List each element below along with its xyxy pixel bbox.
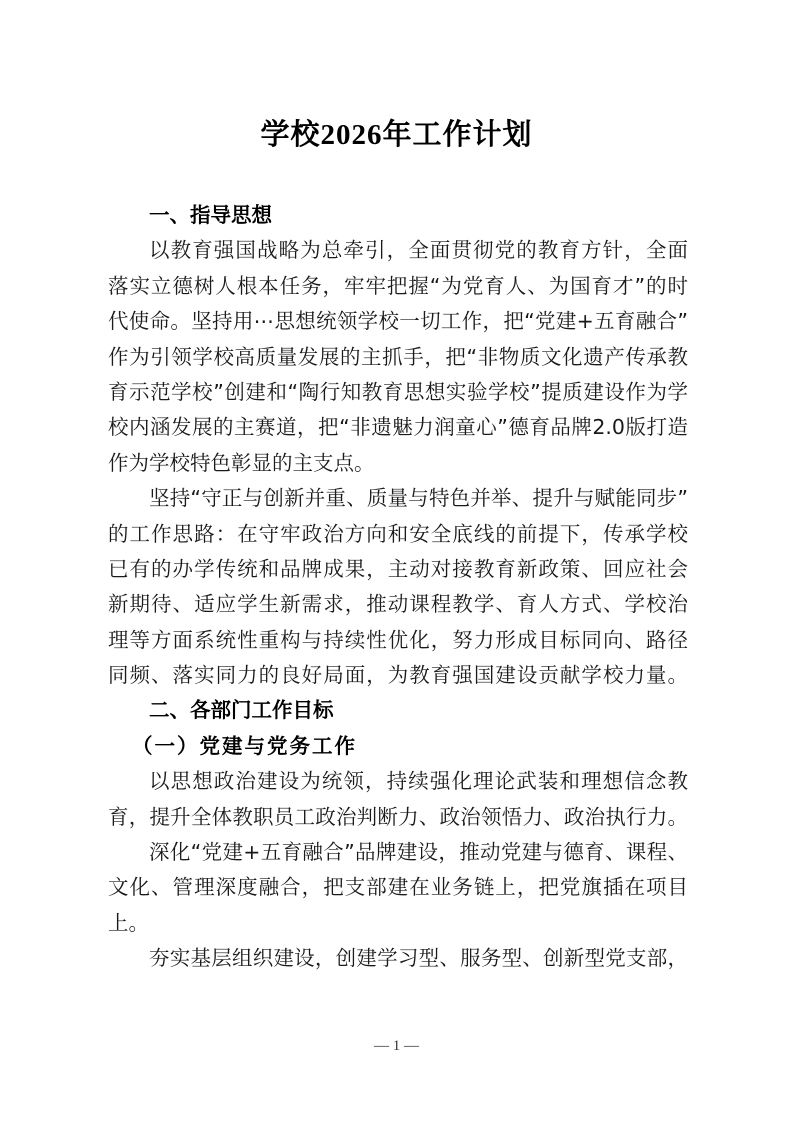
section-heading-department-goals: 二、各部门工作目标 [149,698,334,723]
document-title: 学校2026年工作计划 [260,119,533,151]
paragraph-guiding-2 [108,481,688,693]
text-line: 理等方面系统性重构与持续性优化，努力形成目标同向、路径 [108,627,688,652]
text-line: 已有的办学传统和品牌成果，主动对接教育新政策、回应社会 [108,556,688,581]
section-heading-guiding-ideology: 一、指导思想 [149,203,272,227]
text-line: 作为引领学校高质量发展的主抓手，把“非物质文化遗产传承教 [108,344,688,369]
text-line: 育，提升全体教职员工政治判断力、政治领悟力、政治执行力。 [108,804,688,829]
text-line: 校内涵发展的主赛道，把“非遗魅力润童心”德育品牌2.0版打造 [108,415,688,440]
text-line: 新期待、适应学生新需求，推动课程教学、育人方式、学校治 [108,592,688,617]
text-line: 同频、落实同力的良好局面，为教育强国建设贡献学校力量。 [108,663,688,688]
document-body [108,198,688,977]
page-number: — 1 — [374,1038,419,1054]
text-line: 深化“党建+五育融合”品牌建设，推动党建与德育、课程、 [149,840,688,865]
text-line: 的工作思路：在守牢政治方向和安全底线的前提下，传承学校 [108,521,688,546]
text-line: 育示范学校”创建和“陶行知教育思想实验学校”提质建设作为学 [108,379,688,404]
text-line: 上。 [108,910,149,935]
paragraph-party-2 [108,835,688,941]
text-line: 夯实基层组织建设，创建学习型、服务型、创新型党支部， [149,946,688,971]
text-line: 代使命。坚持用⋯思想统领学校一切工作，把“党建+五育融合” [108,309,688,334]
paragraph-guiding-1 [108,233,688,481]
text-line: 以思想政治建设为统领，持续强化理论武装和理想信念教 [149,769,688,794]
subsection-heading-party-building: （一）党建与党务工作 [132,733,357,758]
paragraph-party-3 [108,941,688,976]
text-line: 坚持“守正与创新并重、质量与特色并举、提升与赋能同步” [149,486,688,511]
paragraph-party-1 [108,764,688,835]
text-line: 作为学校特色彰显的主支点。 [108,450,375,475]
text-line: 落实立德树人根本任务，牢牢把握“为党育人、为国育才”的时 [108,273,688,298]
text-line: 以教育强国战略为总牵引，全面贯彻党的教育方针，全面 [149,238,688,263]
text-line: 文化、管理深度融合，把支部建在业务链上，把党旗插在项目 [108,875,688,900]
